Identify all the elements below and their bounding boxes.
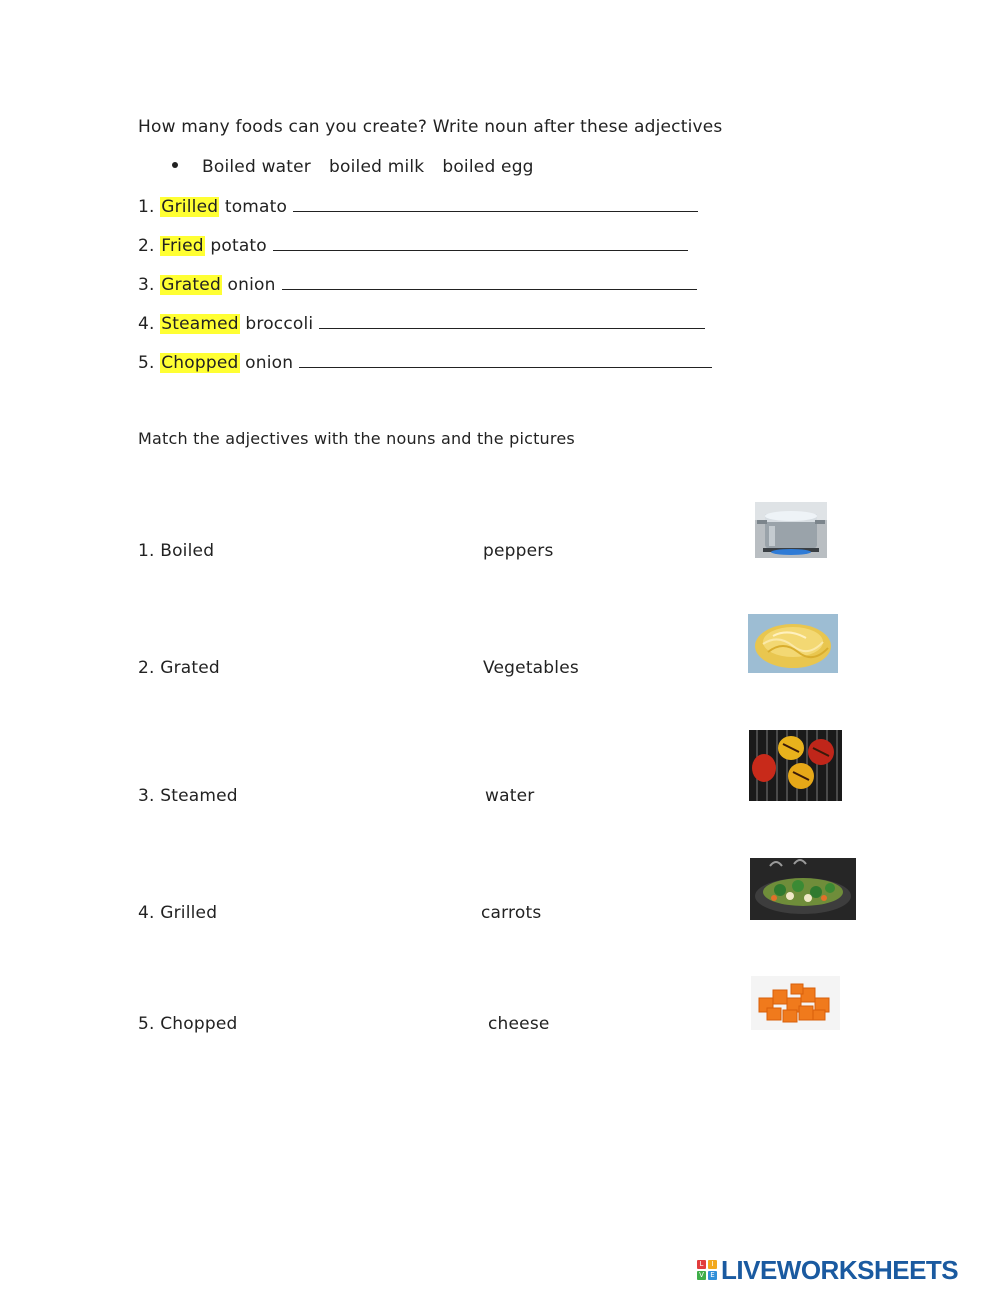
bullet-icon bbox=[172, 162, 178, 168]
item-number: 2. bbox=[138, 236, 155, 256]
match-adjective[interactable]: 5. Chopped bbox=[138, 1014, 238, 1034]
match-adjective[interactable]: 3. Steamed bbox=[138, 786, 238, 806]
match-noun[interactable]: Vegetables bbox=[483, 658, 579, 678]
grilled-peppers-picture[interactable] bbox=[749, 730, 842, 801]
chopped-carrots-picture[interactable] bbox=[751, 976, 840, 1030]
example-item: boiled egg bbox=[442, 157, 534, 177]
noun: onion bbox=[245, 353, 294, 373]
example-bullet bbox=[172, 157, 552, 177]
boiling-pot-picture[interactable] bbox=[755, 502, 827, 558]
answer-blank[interactable] bbox=[293, 210, 698, 212]
liveworksheets-logo bbox=[697, 1255, 958, 1285]
exercise-1-row bbox=[138, 197, 698, 217]
answer-blank[interactable] bbox=[282, 288, 697, 290]
noun: onion bbox=[227, 275, 276, 295]
logo-icon: L I V E bbox=[697, 1260, 717, 1280]
answer-blank[interactable] bbox=[319, 327, 705, 329]
adjective-highlight: Fried bbox=[161, 236, 204, 256]
steamed-vegetables-picture[interactable] bbox=[750, 858, 856, 920]
grated-cheese-picture[interactable] bbox=[748, 614, 838, 673]
adjective-highlight: Steamed bbox=[161, 314, 239, 334]
exercise-1-instruction: How many foods can you create? Write noun after these adjectives bbox=[138, 117, 723, 137]
item-number: 3. bbox=[138, 275, 155, 295]
adjective-highlight: Chopped bbox=[161, 353, 239, 373]
item-number: 1. bbox=[138, 197, 155, 217]
match-adjective[interactable]: 2. Grated bbox=[138, 658, 220, 678]
exercise-1-row bbox=[138, 314, 705, 334]
item-number: 4. bbox=[138, 314, 155, 334]
item-number: 5. bbox=[138, 353, 155, 373]
match-adjective[interactable]: 4. Grilled bbox=[138, 903, 218, 923]
adjective-highlight: Grated bbox=[161, 275, 221, 295]
exercise-2-instruction: Match the adjectives with the nouns and the pictures bbox=[138, 429, 575, 448]
exercise-1-row bbox=[138, 236, 688, 256]
example-item: Boiled water bbox=[202, 157, 311, 177]
logo-text: LIVEWORKSHEETS bbox=[721, 1254, 959, 1285]
adjective-highlight: Grilled bbox=[161, 197, 219, 217]
answer-blank[interactable] bbox=[273, 249, 688, 251]
noun: tomato bbox=[224, 197, 288, 217]
exercise-1-row bbox=[138, 275, 697, 295]
match-noun[interactable]: water bbox=[485, 786, 535, 806]
match-adjective[interactable]: 1. Boiled bbox=[138, 541, 215, 561]
match-noun[interactable]: peppers bbox=[483, 541, 554, 561]
match-noun[interactable]: carrots bbox=[481, 903, 542, 923]
noun: broccoli bbox=[245, 314, 314, 334]
match-noun[interactable]: cheese bbox=[488, 1014, 550, 1034]
answer-blank[interactable] bbox=[299, 366, 712, 368]
example-item: boiled milk bbox=[329, 157, 425, 177]
exercise-1-row bbox=[138, 353, 712, 373]
noun: potato bbox=[210, 236, 267, 256]
